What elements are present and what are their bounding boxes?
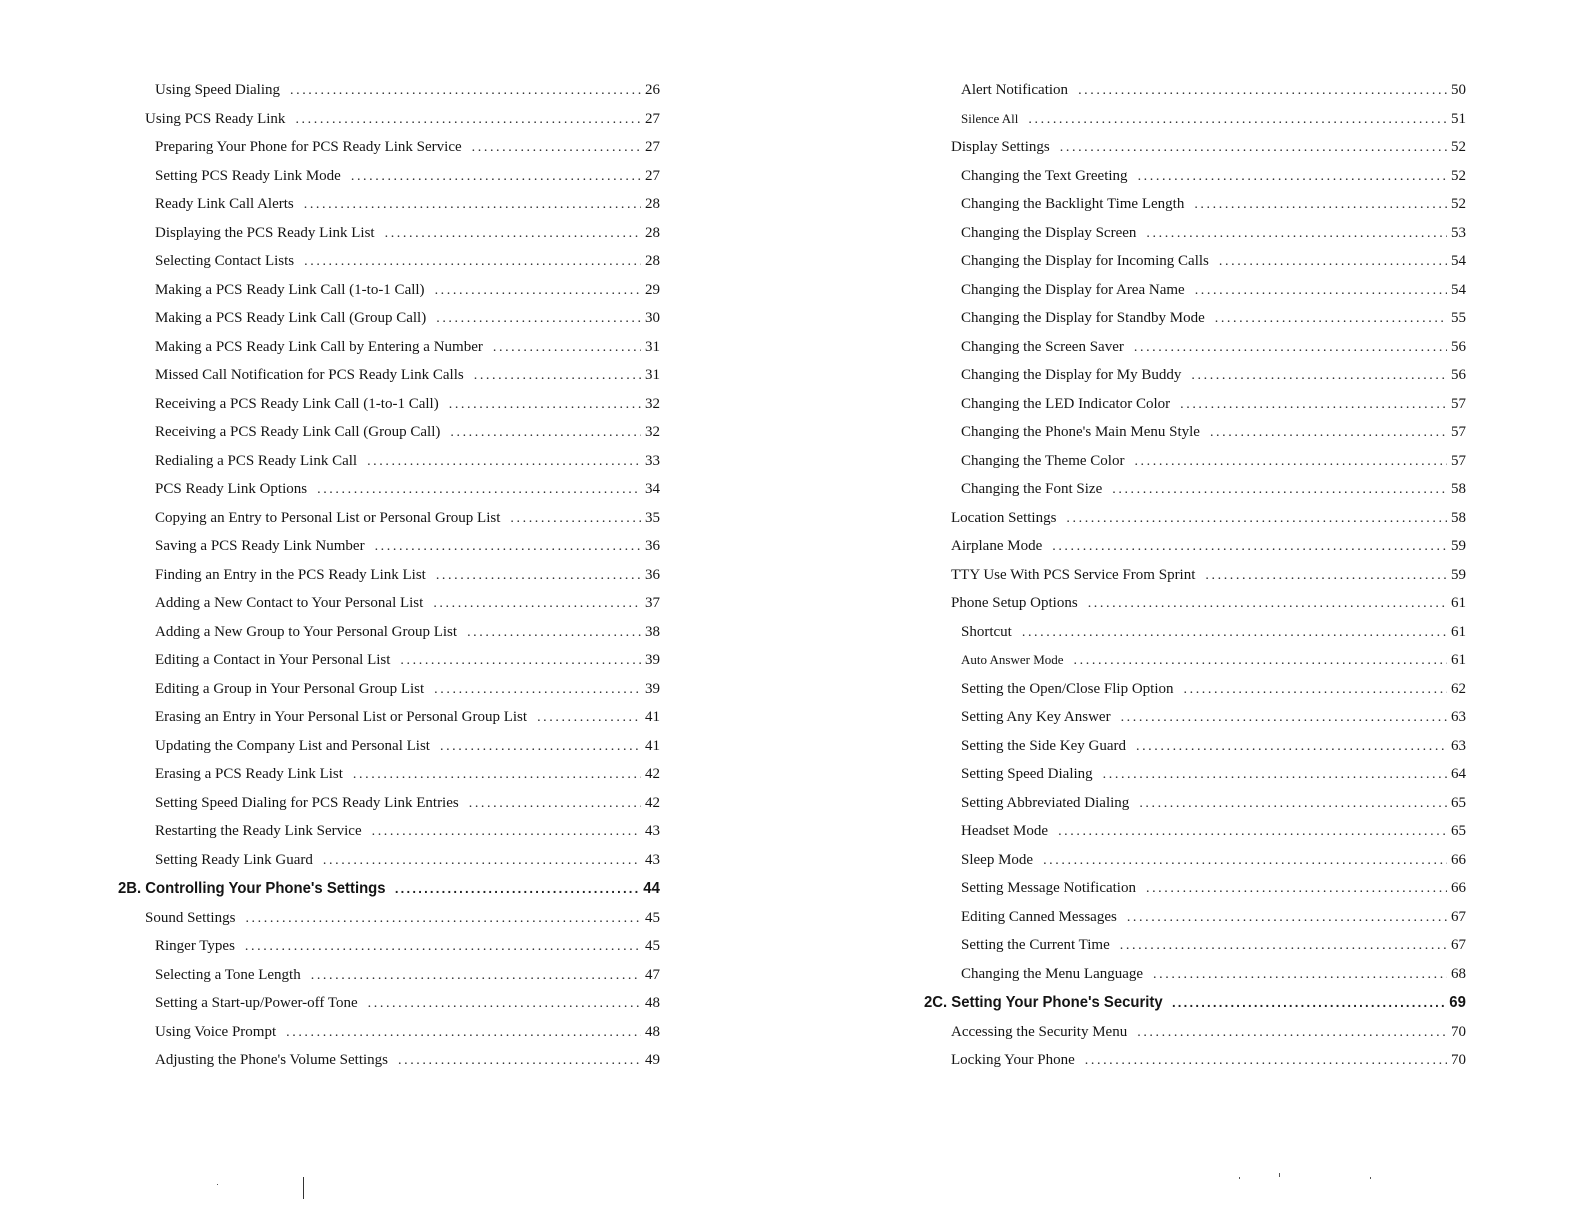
toc-entry-title: Changing the Display for Standby Mode	[961, 310, 1205, 326]
toc-page-number: 55	[1451, 310, 1466, 326]
toc-leader-dots	[1210, 419, 1447, 448]
toc-entry	[924, 532, 1466, 561]
toc-entry	[924, 1046, 1466, 1075]
toc-leader-dots	[1060, 134, 1447, 163]
toc-page-number: 28	[645, 196, 660, 212]
toc-page-number: 27	[645, 110, 660, 127]
toc-leader-dots	[1028, 106, 1447, 135]
toc-entry-title: Ringer Types	[155, 938, 235, 954]
toc-entry	[924, 219, 1466, 248]
toc-entry-title: Setting Speed Dialing for PCS Ready Link Entries	[155, 794, 459, 811]
toc-leader-dots	[1043, 847, 1447, 876]
toc-right-column	[924, 76, 1466, 1075]
toc-entry-title: 2B. Controlling Your Phone's Settings	[118, 880, 386, 897]
toc-leader-dots	[1172, 988, 1446, 1018]
toc-entry-title: Changing the LED Indicator Color	[961, 395, 1171, 412]
toc-entry-title: Making a PCS Ready Link Call by Entering a Number	[155, 338, 483, 355]
toc-leader-dots	[398, 1047, 641, 1076]
toc-entry-title: Changing the Display Screen	[961, 224, 1137, 241]
toc-leader-dots	[1103, 761, 1447, 790]
toc-entry-title: Restarting the Ready Link Service	[155, 823, 362, 839]
toc-entry	[924, 1018, 1466, 1047]
toc-leader-dots	[436, 562, 641, 591]
toc-page-number: 61	[1451, 623, 1466, 640]
toc-page-number: 39	[645, 652, 660, 668]
toc-leader-dots	[353, 761, 641, 790]
toc-page-number: 51	[1451, 110, 1466, 127]
toc-entry	[924, 418, 1466, 447]
toc-entry-title: Setting Message Notification	[961, 880, 1136, 896]
toc-entry-title: Changing the Backlight Time Length	[961, 196, 1185, 212]
toc-leader-dots	[1121, 704, 1447, 733]
toc-page-number: 58	[1451, 481, 1466, 497]
toc-page-number: 36	[645, 538, 660, 554]
toc-entry-title: Changing the Display for Area Name	[961, 281, 1185, 298]
toc-page-number: 32	[645, 395, 660, 412]
toc-page-number: 48	[645, 1023, 660, 1040]
toc-leader-dots	[351, 163, 641, 192]
toc-entry-title: Redialing a PCS Ready Link Call	[155, 452, 358, 469]
toc-leader-dots	[1136, 733, 1447, 762]
toc-entry	[118, 932, 660, 961]
toc-entry-title: Adding a New Contact to Your Personal List	[155, 595, 424, 611]
page-margin-mark	[303, 1177, 304, 1199]
toc-leader-dots	[469, 790, 641, 819]
toc-entry	[118, 846, 660, 875]
toc-leader-dots	[1195, 277, 1447, 306]
toc-entry	[924, 874, 1466, 903]
toc-entry-title: Making a PCS Ready Link Call (1-to-1 Call)	[155, 281, 425, 298]
toc-entry-title: Display Settings	[951, 139, 1050, 155]
page-margin-mark	[217, 1184, 218, 1185]
toc-entry-title: Adjusting the Phone's Volume Settings	[155, 1052, 388, 1068]
toc-leader-dots	[1205, 562, 1447, 591]
toc-page-number: 42	[645, 766, 660, 782]
toc-leader-dots	[1153, 961, 1447, 990]
toc-entry-title: Setting the Side Key Guard	[961, 737, 1126, 754]
toc-leader-dots	[286, 1019, 641, 1048]
toc-entry	[924, 675, 1466, 704]
toc-entry	[118, 247, 660, 276]
toc-entry-title: Setting Speed Dialing	[961, 766, 1093, 782]
toc-entry	[924, 304, 1466, 333]
toc-entry	[118, 447, 660, 476]
toc-entry	[118, 190, 660, 219]
toc-entry-title: Using Voice Prompt	[155, 1023, 277, 1040]
toc-leader-dots	[1215, 305, 1447, 334]
toc-page-number: 52	[1451, 139, 1466, 155]
toc-entry-title: Changing the Display for My Buddy	[961, 367, 1182, 383]
toc-page-number: 57	[1451, 395, 1466, 412]
toc-entry	[924, 276, 1466, 305]
toc-entry	[924, 504, 1466, 533]
toc-page-number: 56	[1451, 367, 1466, 383]
toc-page-number: 49	[645, 1052, 660, 1068]
toc-entry	[118, 732, 660, 761]
toc-chapter-heading	[924, 988, 1466, 1018]
toc-leader-dots	[436, 305, 641, 334]
toc-page-number: 69	[1449, 994, 1466, 1011]
toc-page-number: 54	[1451, 281, 1466, 298]
toc-page-number: 65	[1451, 794, 1466, 811]
toc-page-number: 70	[1451, 1052, 1466, 1068]
toc-entry-title: Auto Answer Mode	[961, 652, 1064, 667]
toc-page-number: 28	[645, 224, 660, 241]
toc-entry	[924, 903, 1466, 932]
toc-entry-title: Alert Notification	[961, 82, 1069, 98]
toc-entry	[118, 904, 660, 933]
toc-leader-dots	[385, 220, 641, 249]
toc-entry-title: Setting a Start-up/Power-off Tone	[155, 995, 358, 1011]
toc-leader-dots	[368, 990, 641, 1019]
toc-page-number: 36	[645, 566, 660, 583]
toc-leader-dots	[1078, 77, 1447, 106]
toc-entry-title: Displaying the PCS Ready Link List	[155, 224, 375, 241]
toc-page-number: 27	[645, 139, 660, 155]
toc-leader-dots	[372, 818, 641, 847]
toc-page-number: 41	[645, 737, 660, 754]
toc-entry-title: Missed Call Notification for PCS Ready Link Calls	[155, 367, 464, 383]
toc-entry-title: Changing the Display for Incoming Calls	[961, 253, 1209, 269]
toc-page-number: 32	[645, 424, 660, 440]
toc-entry-title: Preparing Your Phone for PCS Ready Link Service	[155, 139, 462, 155]
toc-page-number: 52	[1451, 167, 1466, 184]
toc-page-number: 31	[645, 367, 660, 383]
toc-leader-dots	[1066, 505, 1447, 534]
toc-leader-dots	[1146, 875, 1447, 904]
toc-entry	[924, 846, 1466, 875]
toc-entry	[118, 105, 660, 134]
toc-entry	[924, 76, 1466, 105]
toc-leader-dots	[493, 334, 641, 363]
toc-page-number: 56	[1451, 338, 1466, 355]
toc-page-number: 48	[645, 995, 660, 1011]
toc-entry	[118, 618, 660, 647]
toc-entry	[118, 333, 660, 362]
toc-entry-title: Making a PCS Ready Link Call (Group Call)	[155, 310, 427, 326]
toc-entry-title: TTY Use With PCS Service From Sprint	[951, 566, 1196, 583]
toc-entry	[924, 333, 1466, 362]
toc-page-number: 67	[1451, 937, 1466, 953]
toc-leader-dots	[450, 419, 641, 448]
toc-entry	[118, 361, 660, 390]
toc-entry-title: Selecting a Tone Length	[155, 966, 301, 983]
toc-leader-dots	[1137, 1019, 1447, 1048]
toc-leader-dots	[1052, 533, 1447, 562]
toc-leader-dots	[1120, 932, 1447, 961]
toc-page-number: 61	[1451, 652, 1466, 668]
toc-page-number: 30	[645, 310, 660, 326]
toc-entry-title: Location Settings	[951, 509, 1057, 526]
toc-entry	[118, 760, 660, 789]
toc-page-number: 34	[645, 481, 660, 497]
toc-leader-dots	[323, 847, 641, 876]
toc-entry	[924, 789, 1466, 818]
toc-entry	[924, 361, 1466, 390]
toc-page-number: 63	[1451, 737, 1466, 754]
toc-leader-dots	[1112, 476, 1447, 505]
toc-entry	[924, 960, 1466, 989]
toc-leader-dots	[433, 590, 641, 619]
toc-page-number: 63	[1451, 709, 1466, 725]
toc-page-number: 47	[645, 966, 660, 983]
toc-page-number: 41	[645, 709, 660, 725]
toc-entry-title: Changing the Font Size	[961, 481, 1103, 497]
toc-leader-dots	[1194, 191, 1447, 220]
toc-entry	[924, 475, 1466, 504]
toc-leader-dots	[440, 733, 641, 762]
toc-page-number: 38	[645, 623, 660, 640]
toc-leader-dots	[537, 704, 641, 733]
toc-entry	[924, 760, 1466, 789]
toc-entry-title: Updating the Company List and Personal List	[155, 737, 430, 754]
toc-page-number: 27	[645, 167, 660, 184]
toc-entry	[924, 561, 1466, 590]
toc-entry	[118, 1018, 660, 1047]
toc-entry-title: Using PCS Ready Link	[145, 110, 286, 127]
toc-leader-dots	[1219, 248, 1447, 277]
toc-page-number: 52	[1451, 196, 1466, 212]
toc-leader-dots	[400, 647, 641, 676]
toc-leader-dots	[1058, 818, 1447, 847]
toc-page-number: 45	[645, 938, 660, 954]
toc-entry	[118, 703, 660, 732]
toc-entry	[924, 646, 1466, 675]
toc-entry-title: Setting the Current Time	[961, 937, 1110, 953]
toc-entry	[924, 618, 1466, 647]
toc-entry-title: Setting Ready Link Guard	[155, 851, 313, 868]
toc-entry-title: Headset Mode	[961, 823, 1049, 839]
toc-entry-title: Copying an Entry to Personal List or Personal Group List	[155, 509, 501, 526]
toc-entry	[118, 162, 660, 191]
toc-page-number: 64	[1451, 766, 1466, 782]
toc-entry-title: Changing the Menu Language	[961, 965, 1144, 982]
toc-entry	[924, 190, 1466, 219]
toc-page-number: 37	[645, 595, 660, 611]
toc-leader-dots	[367, 448, 641, 477]
toc-leader-dots	[245, 905, 641, 934]
toc-entry-title: Locking Your Phone	[951, 1052, 1075, 1068]
toc-entry	[924, 390, 1466, 419]
toc-page-number: 62	[1451, 680, 1466, 697]
toc-leader-dots	[375, 533, 641, 562]
toc-entry-title: Setting PCS Ready Link Mode	[155, 167, 341, 184]
toc-leader-dots	[317, 476, 641, 505]
toc-entry-title: Changing the Screen Saver	[961, 338, 1124, 355]
toc-entry	[118, 504, 660, 533]
toc-entry-title: Saving a PCS Ready Link Number	[155, 538, 365, 554]
toc-entry-title: Silence All	[961, 110, 1019, 126]
toc-leader-dots	[1127, 904, 1447, 933]
toc-entry	[118, 589, 660, 618]
toc-entry-title: Receiving a PCS Ready Link Call (Group Call)	[155, 424, 441, 440]
toc-leader-dots	[435, 277, 641, 306]
toc-leader-dots	[1074, 647, 1447, 676]
toc-page-number: 59	[1451, 566, 1466, 583]
toc-entry-title: Setting Any Key Answer	[961, 709, 1111, 725]
toc-entry-title: Airplane Mode	[951, 538, 1043, 554]
toc-entry	[118, 219, 660, 248]
toc-page-number: 35	[645, 509, 660, 526]
page-margin-mark	[1370, 1177, 1371, 1179]
toc-page-number: 66	[1451, 851, 1466, 868]
toc-entry-title: PCS Ready Link Options	[155, 481, 308, 497]
toc-leader-dots	[290, 77, 641, 106]
toc-entry-title: Editing a Contact in Your Personal List	[155, 652, 391, 668]
toc-entry	[924, 105, 1466, 134]
toc-page-number: 57	[1451, 424, 1466, 440]
toc-page-number: 57	[1451, 452, 1466, 469]
toc-left-column	[118, 76, 660, 1075]
toc-page-number: 26	[645, 82, 660, 98]
toc-page-number: 33	[645, 452, 660, 469]
toc-entry-title: Receiving a PCS Ready Link Call (1-to-1 Call)	[155, 395, 439, 412]
toc-entry-title: 2C. Setting Your Phone's Security	[924, 994, 1163, 1011]
toc-leader-dots	[304, 248, 641, 277]
toc-leader-dots	[304, 191, 641, 220]
toc-entry-title: Using Speed Dialing	[155, 82, 280, 98]
toc-leader-dots	[395, 874, 640, 904]
toc-page-number: 65	[1451, 823, 1466, 839]
toc-leader-dots	[1022, 619, 1447, 648]
toc-leader-dots	[467, 619, 641, 648]
toc-leader-dots	[1180, 391, 1447, 420]
toc-page-number: 66	[1451, 880, 1466, 896]
toc-page-number: 28	[645, 253, 660, 269]
toc-entry	[924, 133, 1466, 162]
toc-page-number: 39	[645, 680, 660, 697]
toc-entry	[118, 76, 660, 105]
toc-page-number: 31	[645, 338, 660, 355]
toc-leader-dots	[472, 134, 641, 163]
toc-leader-dots	[245, 933, 641, 962]
toc-entry	[118, 1046, 660, 1075]
toc-entry-title: Adding a New Group to Your Personal Group List	[155, 623, 458, 640]
toc-entry-title: Setting the Open/Close Flip Option	[961, 680, 1174, 697]
toc-leader-dots	[510, 505, 641, 534]
toc-entry	[118, 561, 660, 590]
toc-leader-dots	[1146, 220, 1447, 249]
toc-page-number: 68	[1451, 965, 1466, 982]
toc-leader-dots	[1085, 1047, 1447, 1076]
toc-entry	[118, 133, 660, 162]
toc-entry-title: Phone Setup Options	[951, 595, 1078, 611]
toc-entry	[924, 162, 1466, 191]
toc-entry	[118, 418, 660, 447]
toc-entry-title: Accessing the Security Menu	[951, 1023, 1128, 1040]
toc-page-number: 67	[1451, 908, 1466, 925]
page-margin-mark	[1239, 1177, 1240, 1179]
toc-entry-title: Setting Abbreviated Dialing	[961, 794, 1130, 811]
toc-page-number: 29	[645, 281, 660, 298]
toc-page-number: 59	[1451, 538, 1466, 554]
toc-entry-title: Changing the Text Greeting	[961, 167, 1128, 184]
toc-entry	[924, 732, 1466, 761]
toc-entry-title: Changing the Theme Color	[961, 452, 1125, 469]
page-margin-mark	[1279, 1173, 1280, 1177]
toc-entry	[924, 703, 1466, 732]
toc-entry-title: Changing the Phone's Main Menu Style	[961, 424, 1200, 440]
toc-page-number: 43	[645, 823, 660, 839]
toc-page-number: 44	[643, 880, 660, 897]
toc-entry	[924, 247, 1466, 276]
toc-chapter-heading	[118, 874, 660, 904]
toc-entry	[118, 304, 660, 333]
toc-leader-dots	[1191, 362, 1447, 391]
toc-entry	[118, 789, 660, 818]
toc-entry	[118, 989, 660, 1018]
toc-entry	[118, 475, 660, 504]
toc-entry-title: Erasing a PCS Ready Link List	[155, 766, 343, 782]
toc-entry-title: Selecting Contact Lists	[155, 253, 295, 269]
toc-entry-title: Sleep Mode	[961, 851, 1034, 868]
toc-page-number: 42	[645, 794, 660, 811]
toc-entry-title: Editing a Group in Your Personal Group List	[155, 680, 425, 697]
toc-page-number: 58	[1451, 509, 1466, 526]
toc-entry-title: Finding an Entry in the PCS Ready Link List	[155, 566, 426, 583]
toc-entry-title: Shortcut	[961, 623, 1012, 640]
toc-leader-dots	[474, 362, 641, 391]
toc-leader-dots	[1088, 590, 1447, 619]
toc-leader-dots	[1184, 676, 1448, 705]
toc-entry	[118, 961, 660, 990]
toc-entry	[118, 675, 660, 704]
toc-entry	[924, 817, 1466, 846]
toc-leader-dots	[1134, 334, 1447, 363]
toc-leader-dots	[1138, 163, 1447, 192]
toc-page-number: 70	[1451, 1023, 1466, 1040]
toc-leader-dots	[311, 962, 641, 991]
toc-entry	[118, 532, 660, 561]
toc-entry-title: Ready Link Call Alerts	[155, 196, 294, 212]
toc-leader-dots	[295, 106, 641, 135]
toc-entry	[118, 817, 660, 846]
toc-entry-title: Sound Settings	[145, 909, 236, 926]
toc-entry	[924, 447, 1466, 476]
toc-entry-title: Editing Canned Messages	[961, 908, 1117, 925]
toc-entry	[924, 589, 1466, 618]
toc-entry	[924, 931, 1466, 960]
toc-page-number: 50	[1451, 82, 1466, 98]
toc-page-number: 61	[1451, 595, 1466, 611]
toc-entry-title: Erasing an Entry in Your Personal List or Personal Group List	[155, 709, 528, 725]
toc-page-number: 54	[1451, 253, 1466, 269]
toc-leader-dots	[1134, 448, 1447, 477]
toc-leader-dots	[449, 391, 641, 420]
toc-leader-dots	[434, 676, 641, 705]
toc-page-number: 53	[1451, 224, 1466, 241]
toc-entry	[118, 276, 660, 305]
toc-page-number: 43	[645, 851, 660, 868]
toc-entry	[118, 390, 660, 419]
toc-entry	[118, 646, 660, 675]
toc-leader-dots	[1139, 790, 1447, 819]
toc-page-number: 45	[645, 909, 660, 926]
